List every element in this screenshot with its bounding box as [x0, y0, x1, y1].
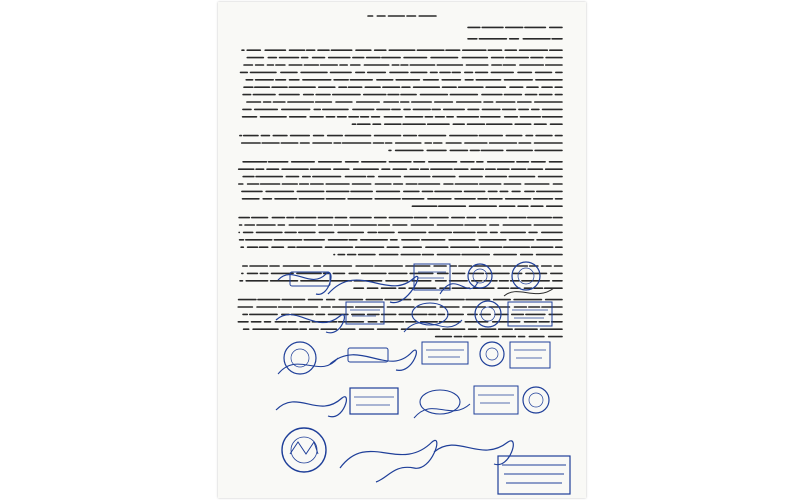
- stamps-and-signatures: [276, 262, 570, 494]
- rectangular-stamp: [350, 388, 398, 414]
- company-stamp-box: [498, 456, 570, 494]
- page-artwork: [218, 2, 586, 498]
- round-stamp: [504, 262, 554, 296]
- signature-stamp: [278, 272, 331, 294]
- rectangular-stamp: [510, 342, 550, 368]
- round-stamp: [523, 387, 549, 413]
- signature-stamp: [330, 348, 416, 370]
- round-stamp: [480, 342, 504, 366]
- signature-stamp: [340, 440, 437, 482]
- rectangular-stamp: [346, 302, 384, 324]
- signature-stamp: [434, 441, 513, 465]
- round-stamp-large: [282, 428, 326, 472]
- rectangular-stamp: [474, 386, 518, 414]
- rectangular-stamp: [422, 342, 468, 364]
- body-text-lines: [238, 16, 562, 337]
- round-stamp: [278, 342, 338, 374]
- oval-stamp: [414, 390, 470, 418]
- round-stamp: [468, 264, 492, 288]
- signature-stamp: [276, 397, 346, 417]
- signature-stamp: [276, 315, 344, 333]
- document-page: [218, 2, 586, 498]
